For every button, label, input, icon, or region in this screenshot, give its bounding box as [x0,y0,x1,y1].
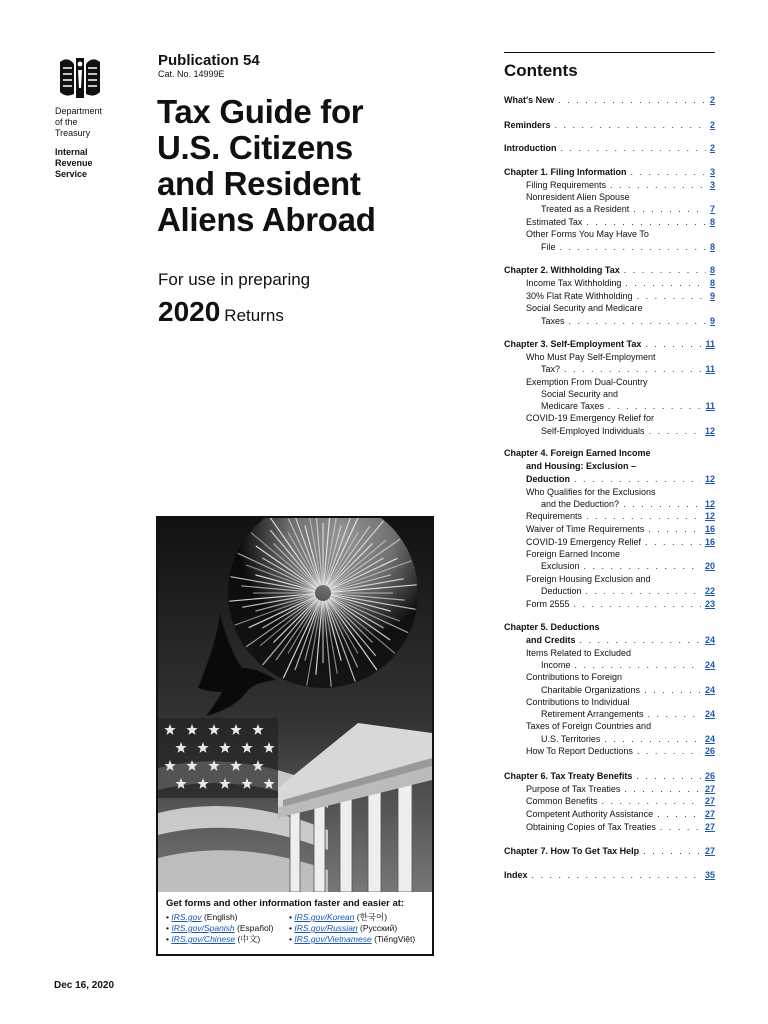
department-line: Treasury [55,128,91,138]
for-use-text: For use in preparing [158,270,311,289]
toc-entry[interactable] [504,523,715,535]
publication-date: Dec 16, 2020 [54,980,115,991]
toc-entry-text: Obtaining Copies of Tax Treaties [526,822,656,832]
toc-page-link[interactable]: 16 [704,524,715,534]
toc-leader-dots [586,216,706,228]
toc-entry[interactable] [504,179,715,191]
toc-page-link[interactable]: 27 [704,846,715,856]
toc-entry[interactable] [504,94,715,106]
toc-leader-dots [608,400,702,412]
toc-entry-text: Foreign Housing Exclusion and [526,574,651,584]
toc-entry-text: Deduction [526,474,570,484]
toc-entry[interactable] [504,560,715,572]
toc-page-link[interactable]: 3 [709,180,715,190]
toc-leader-dots [625,277,706,289]
toc-entry-text: Taxes [541,316,565,326]
toc-entry-text: Who Qualifies for the Exclusions [526,487,656,497]
toc-entry-text: Retirement Arrangements [541,709,644,719]
toc-entry-text: Chapter 3. Self-Employment Tax [504,339,642,349]
toc-leader-dots [648,708,701,720]
toc-entry-text: File [541,242,556,252]
toc-entry-text: Chapter 1. Filing Information [504,167,627,177]
toc-entry [504,720,715,732]
toc-entry[interactable] [504,808,715,820]
irs-spanish-link[interactable]: IRS.gov/Spanish [171,923,235,933]
toc-page-link[interactable]: 11 [705,401,715,411]
toc-entry [504,228,715,240]
tax-year-line [158,296,284,328]
toc-leader-dots [604,733,701,745]
toc-entry-text: Reminders [504,120,551,130]
toc-entry [504,621,715,633]
toc-entry[interactable] [504,733,715,745]
forms-links-left: • IRS.gov (English) • IRS.gov/Spanish (Español) • IRS.gov/Chinese (中文) [166,912,274,944]
toc-leader-dots [649,425,701,437]
toc-entry [504,447,715,459]
toc-entry[interactable] [504,783,715,795]
toc-page-link[interactable]: 9 [709,291,715,301]
toc-entry[interactable] [504,845,715,857]
title-line: Tax Guide for [157,93,364,130]
toc-entry-text: and the Deduction? [541,499,620,509]
toc-leader-dots [610,179,706,191]
irs-vietnamese-link[interactable]: IRS.gov/Vietnamese [294,934,372,944]
toc-entry-text: Chapter 5. Deductions [504,622,600,632]
cover-illustration [158,518,432,892]
toc-leader-dots [574,473,701,485]
toc-leader-dots [631,166,706,178]
forms-info-heading: Get forms and other information faster and easier at: [166,898,405,909]
toc-entry-text: Waiver of Time Requirements [526,524,645,534]
toc-entry [504,412,715,424]
toc-entry[interactable] [504,473,715,485]
toc-entry-text: Competent Authority Assistance [526,809,654,819]
toc-entry-text: Chapter 6. Tax Treaty Benefits [504,771,633,781]
toc-leader-dots [643,845,701,857]
agency-block [55,106,147,180]
toc-entry [504,460,715,472]
toc-leader-dots [657,808,701,820]
toc-leader-dots [586,585,701,597]
toc-entry-text: Exclusion [541,561,580,571]
toc-entry[interactable] [504,203,715,215]
bureau-line: Internal [55,147,88,157]
toc-entry [504,671,715,683]
toc-leader-dots [584,560,701,572]
toc-leader-dots [586,510,701,522]
toc-leader-dots [561,142,706,154]
toc-page-link[interactable]: 12 [704,474,715,484]
toc-entry[interactable] [504,216,715,228]
toc-entry[interactable] [504,708,715,720]
toc-entry-text: Social Security and Medicare [526,303,643,313]
catalog-number: Cat. No. 14999E [158,69,225,79]
toc-entry-text: and Credits [526,635,576,645]
language-label: (TiếngViệt) [374,934,416,944]
toc-page-link[interactable]: 22 [704,586,715,596]
toc-leader-dots [575,659,701,671]
toc-entry[interactable] [504,498,715,510]
toc-entry[interactable] [504,277,715,289]
publication-title [157,94,457,238]
forms-links-right: • IRS.gov/Korean (한국어) • IRS.gov/Russian (Русский) • IRS.gov/Vietnamese (TiếngViệt) [289,912,416,944]
toc-page-link[interactable]: 8 [709,217,715,227]
toc-entry-text: Exemption From Dual-Country [526,377,648,387]
toc-entry[interactable] [504,684,715,696]
toc-page-link[interactable]: 35 [704,870,715,880]
irs-chinese-link[interactable]: IRS.gov/Chinese [171,934,236,944]
toc-entry[interactable] [504,659,715,671]
toc-leader-dots [624,783,701,795]
toc-page-link[interactable]: 16 [704,537,715,547]
toc-entry [504,573,715,585]
returns-label: Returns [224,306,284,325]
toc-entry-text: Items Related to Excluded [526,648,632,658]
toc-page-link[interactable]: 23 [704,599,715,609]
toc-entry-text: Form 2555 [526,599,570,609]
toc-entry[interactable] [504,585,715,597]
toc-entry-text: Deduction [541,586,582,596]
toc-page-link[interactable]: 26 [704,746,715,756]
toc-entry-text: Index [504,870,528,880]
toc-leader-dots [637,290,706,302]
toc-entry-text: Taxes of Foreign Countries and [526,721,652,731]
toc-page-link[interactable]: 2 [709,120,715,130]
irs-korean-link[interactable]: IRS.gov/Korean [294,912,355,922]
toc-entry[interactable] [504,264,715,276]
bureau-line: Service [55,169,88,179]
contents-heading: Contents [504,61,578,80]
toc-entry [504,351,715,363]
toc-leader-dots [660,821,701,833]
toc-page-link[interactable]: 11 [705,364,715,374]
toc-page-link[interactable]: 24 [704,685,715,695]
toc-page-link[interactable]: 24 [704,709,715,719]
toc-entry-text: Filing Requirements [526,180,607,190]
toc-entry[interactable] [504,425,715,437]
language-label: (Español) [237,923,274,933]
toc-entry-text: Contributions to Foreign [526,672,623,682]
toc-page-link[interactable]: 26 [704,771,715,781]
toc-entry[interactable] [504,598,715,610]
toc-leader-dots [633,203,706,215]
toc-entry-text: Purpose of Tax Treaties [526,784,621,794]
toc-entry[interactable] [504,770,715,782]
toc-leader-dots [637,745,701,757]
language-label: (Русский) [360,923,398,933]
toc-entry [504,548,715,560]
title-line: U.S. Citizens [157,129,353,166]
department-line: Department [55,106,103,116]
toc-entry-text: Chapter 4. Foreign Earned Income [504,448,651,458]
language-label: (English) [203,912,238,922]
toc-entry[interactable] [504,510,715,522]
irs-eagle-logo [54,54,106,102]
toc-entry-text: and Housing: Exclusion – [526,461,637,471]
toc-entry-text: Medicare Taxes [541,401,604,411]
cover-image [156,516,434,956]
tax-year: 2020 [158,296,221,327]
contents-rule [504,52,715,53]
toc-page-link[interactable]: 3 [709,167,715,177]
toc-page-link[interactable]: 2 [709,143,715,153]
toc-entry-text: Foreign Earned Income [526,549,621,559]
toc-entry[interactable] [504,142,715,154]
toc-entry-text: Nonresident Alien Spouse [526,192,630,202]
toc-entry-text: Requirements [526,511,583,521]
toc-entry-text: What's New [504,95,555,105]
toc-entry-text: U.S. Territories [541,734,601,744]
toc-entry-text: Other Forms You May Have To [526,229,649,239]
toc-entry-text: Self-Employed Individuals [541,426,645,436]
toc-leader-dots [644,684,701,696]
toc-page-link[interactable]: 27 [704,796,715,806]
toc-leader-dots [555,119,706,131]
toc-leader-dots [636,770,701,782]
toc-entry[interactable] [504,119,715,131]
toc-page-link[interactable]: 24 [704,635,715,645]
toc-entry[interactable] [504,795,715,807]
toc-leader-dots [645,536,701,548]
toc-entry[interactable] [504,634,715,646]
toc-leader-dots [574,598,701,610]
department-line: of the [55,117,78,127]
toc-page-link[interactable]: 11 [705,339,715,349]
toc-page-link[interactable]: 20 [704,561,715,571]
toc-entry-text: Chapter 2. Withholding Tax [504,265,620,275]
toc-entry-text: Common Benefits [526,796,598,806]
toc-leader-dots [560,241,706,253]
toc-entry [504,376,715,388]
toc-page-link[interactable]: 8 [709,278,715,288]
bureau-line: Revenue [55,158,93,168]
toc-entry[interactable] [504,241,715,253]
toc-leader-dots [580,634,701,646]
toc-entry-text: Contributions to Individual [526,697,630,707]
toc-entry-text: How To Report Deductions [526,746,633,756]
toc-leader-dots [569,315,706,327]
forms-info-box [158,892,432,954]
toc-entry-text: Income Tax Withholding [526,278,622,288]
toc-entry [504,647,715,659]
toc-entry[interactable] [504,363,715,375]
toc-page-link[interactable]: 8 [709,265,715,275]
toc-leader-dots [624,264,706,276]
language-label: (中文) [237,934,261,944]
toc-leader-dots [532,869,701,881]
toc-entry-text: 30% Flat Rate Withholding [526,291,633,301]
toc-page-link[interactable]: 12 [704,426,715,436]
toc-entry [504,696,715,708]
toc-page-link[interactable]: 12 [704,499,715,509]
toc-page-link[interactable]: 7 [709,204,715,214]
toc-leader-dots [648,523,701,535]
toc-entry [504,302,715,314]
toc-entry-text: COVID-19 Emergency Relief for [526,413,655,423]
irs-russian-link[interactable]: IRS.gov/Russian [294,923,358,933]
toc-page-link[interactable]: 2 [709,95,715,105]
toc-page-link[interactable]: 12 [704,511,715,521]
toc-page-link[interactable]: 9 [709,316,715,326]
irs-english-link[interactable]: IRS.gov [171,912,202,922]
toc-entry-text: Estimated Tax [526,217,583,227]
toc-entry [504,388,715,400]
toc-page-link[interactable]: 27 [704,784,715,794]
toc-entry [504,486,715,498]
toc-entry-text: Social Security and [541,389,619,399]
toc-entry[interactable] [504,166,715,178]
toc-leader-dots [558,94,706,106]
toc-entry[interactable] [504,400,715,412]
toc-entry[interactable] [504,338,715,350]
toc-entry-text: Tax? [541,364,561,374]
toc-entry[interactable] [504,745,715,757]
toc-entry[interactable] [504,821,715,833]
toc-entry-text: COVID-19 Emergency Relief [526,537,642,547]
toc-leader-dots [623,498,701,510]
toc-entry-text: Charitable Organizations [541,685,641,695]
toc-page-link[interactable]: 27 [704,809,715,819]
toc-leader-dots [564,363,701,375]
toc-entry[interactable] [504,315,715,327]
toc-page-link[interactable]: 24 [704,660,715,670]
language-label: (한국어) [356,912,388,922]
toc-entry-text: Chapter 7. How To Get Tax Help [504,846,640,856]
toc-entry-text: Treated as a Resident [541,204,630,214]
toc-entry-text: Introduction [504,143,557,153]
toc-leader-dots [602,795,701,807]
toc-page-link[interactable]: 27 [704,822,715,832]
toc-leader-dots [645,338,701,350]
toc-entry[interactable] [504,869,715,881]
title-line: Aliens Abroad [157,201,376,238]
toc-page-link[interactable]: 24 [704,734,715,744]
toc-entry-text: Income [541,660,571,670]
toc-entry [504,191,715,203]
toc-entry-text: Who Must Pay Self-Employment [526,352,656,362]
toc-page-link[interactable]: 8 [709,242,715,252]
title-line: and Resident [157,165,361,202]
toc-entry[interactable] [504,536,715,548]
toc-entry[interactable] [504,290,715,302]
publication-number: Publication 54 [158,52,260,69]
